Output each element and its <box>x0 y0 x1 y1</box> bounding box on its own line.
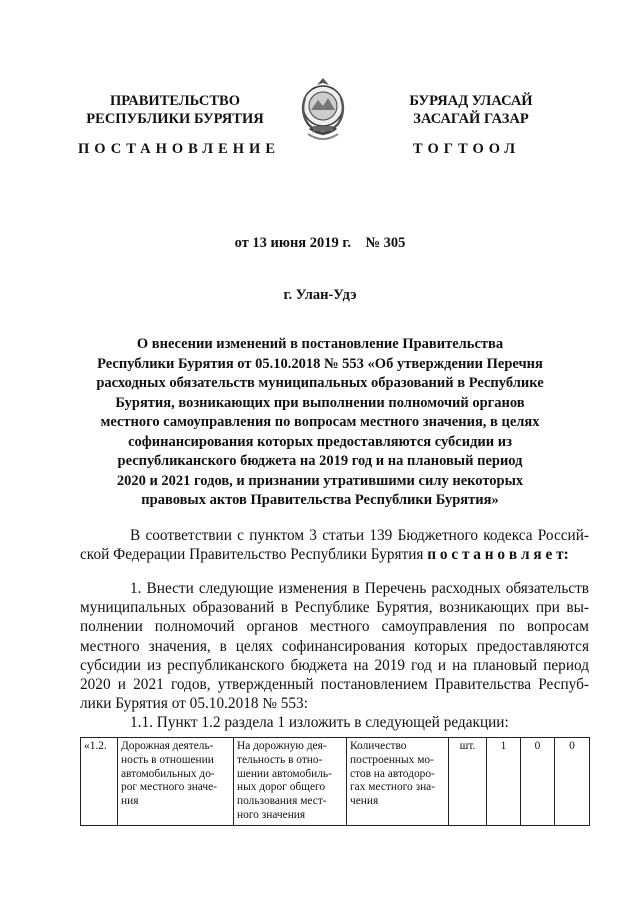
right-doc-type: ТОГТООЛ <box>413 141 521 157</box>
left-authority-line2: РЕСПУБЛИКИ БУРЯТИЯ <box>86 111 264 127</box>
table-cell-number: «1.2. <box>81 738 118 826</box>
item-1-line: субсидии из республиканского бюджета на 2019 год и на плановый период <box>80 656 589 674</box>
document-city: г. Улан-Удэ <box>283 287 357 303</box>
document-date-number: от 13 июня 2019 г. № 305 <box>234 235 406 251</box>
right-authority-name <box>356 92 586 128</box>
title-line: софинансирования которых предоставляются субсидии из <box>128 433 512 450</box>
table-cell-2020: 0 <box>521 738 555 826</box>
item-1-line: 2020 и 2021 годов, утвержденный постановлением Правительства Респуб- <box>80 676 589 694</box>
title-line: местного самоуправления по вопросам местного значения, в целях <box>100 414 540 430</box>
title-line: О внесении изменений в постановление Правительства <box>136 336 504 352</box>
left-authority-line1: ПРАВИТЕЛЬСТВО <box>110 93 240 109</box>
title-line: расходных обязательств муниципальных образований в Республике <box>96 375 544 391</box>
table-cell-indicator: Количество построенных мо-стов на автодоро-гах местного зна-чения <box>347 738 449 826</box>
item-1-line: муниципальных образований в Республике Бурятия, возникающих при вы- <box>80 599 589 617</box>
item-1-line: полнении полномочий органов местного самоуправления по вопросам <box>80 618 589 636</box>
document-title <box>70 335 570 511</box>
table-cell-2021: 0 <box>555 738 590 826</box>
item-1-1-text: 1.1. Пункт 1.2 раздела 1 изложить в следующей редакции: <box>130 714 509 731</box>
item-1-line: местного значения, в целях софинансирования которых предоставляются <box>80 637 589 655</box>
table-row <box>81 738 590 826</box>
title-line: правовых актов Правительства Республики Бурятия» <box>141 492 499 508</box>
coat-of-arms-emblem <box>296 76 350 148</box>
right-authority-line1: БУРЯАД УЛАСАЙ <box>409 93 533 109</box>
amendment-table <box>80 737 590 826</box>
table-cell-obligation: Дорожная деятель-ность в отношении автомобильных до-рог местного значе-ния <box>118 738 234 826</box>
decree-word: п о с т а н о в л я е т: <box>427 546 569 564</box>
preamble-text: ской Федерации Правительство Республики Бурятия <box>80 546 428 564</box>
right-authority-line2: ЗАСАГАЙ ГАЗАР <box>413 111 529 127</box>
title-line: республиканского бюджета на 2019 год и на плановый период <box>117 453 523 469</box>
coat-of-arms-icon <box>296 76 350 148</box>
left-authority-name <box>60 92 290 128</box>
preamble-line: В соответствии с пунктом 3 статьи 139 Бюджетного кодекса Россий- <box>130 527 589 544</box>
preamble-line-2 <box>80 545 589 564</box>
table-cell-unit: шт. <box>449 738 487 826</box>
title-line: Республики Бурятия от 05.10.2018 № 553 «Об утверждении Перечня <box>97 355 543 372</box>
item-1-paragraph <box>80 579 589 713</box>
item-1-line: 1. Внести следующие изменения в Перечень расходных обязательств <box>130 580 589 597</box>
item-1-line: лики Бурятия от 05.10.2018 № 553: <box>80 695 308 713</box>
title-line: 2020 и 2021 годов, и признании утратившими силу некоторых <box>116 472 524 489</box>
table-cell-direction: На дорожную дея-тельность в отно-шении автомобиль-ных дорог общего пользования мест-ного значения <box>234 738 347 826</box>
item-1-1-paragraph <box>80 713 589 732</box>
preamble-paragraph <box>80 526 589 564</box>
title-line: Бурятия, возникающих при выполнении полномочий органов <box>115 394 525 411</box>
table-cell-2019: 1 <box>487 738 521 826</box>
left-doc-type: ПОСТАНОВЛЕНИЕ <box>78 141 281 157</box>
